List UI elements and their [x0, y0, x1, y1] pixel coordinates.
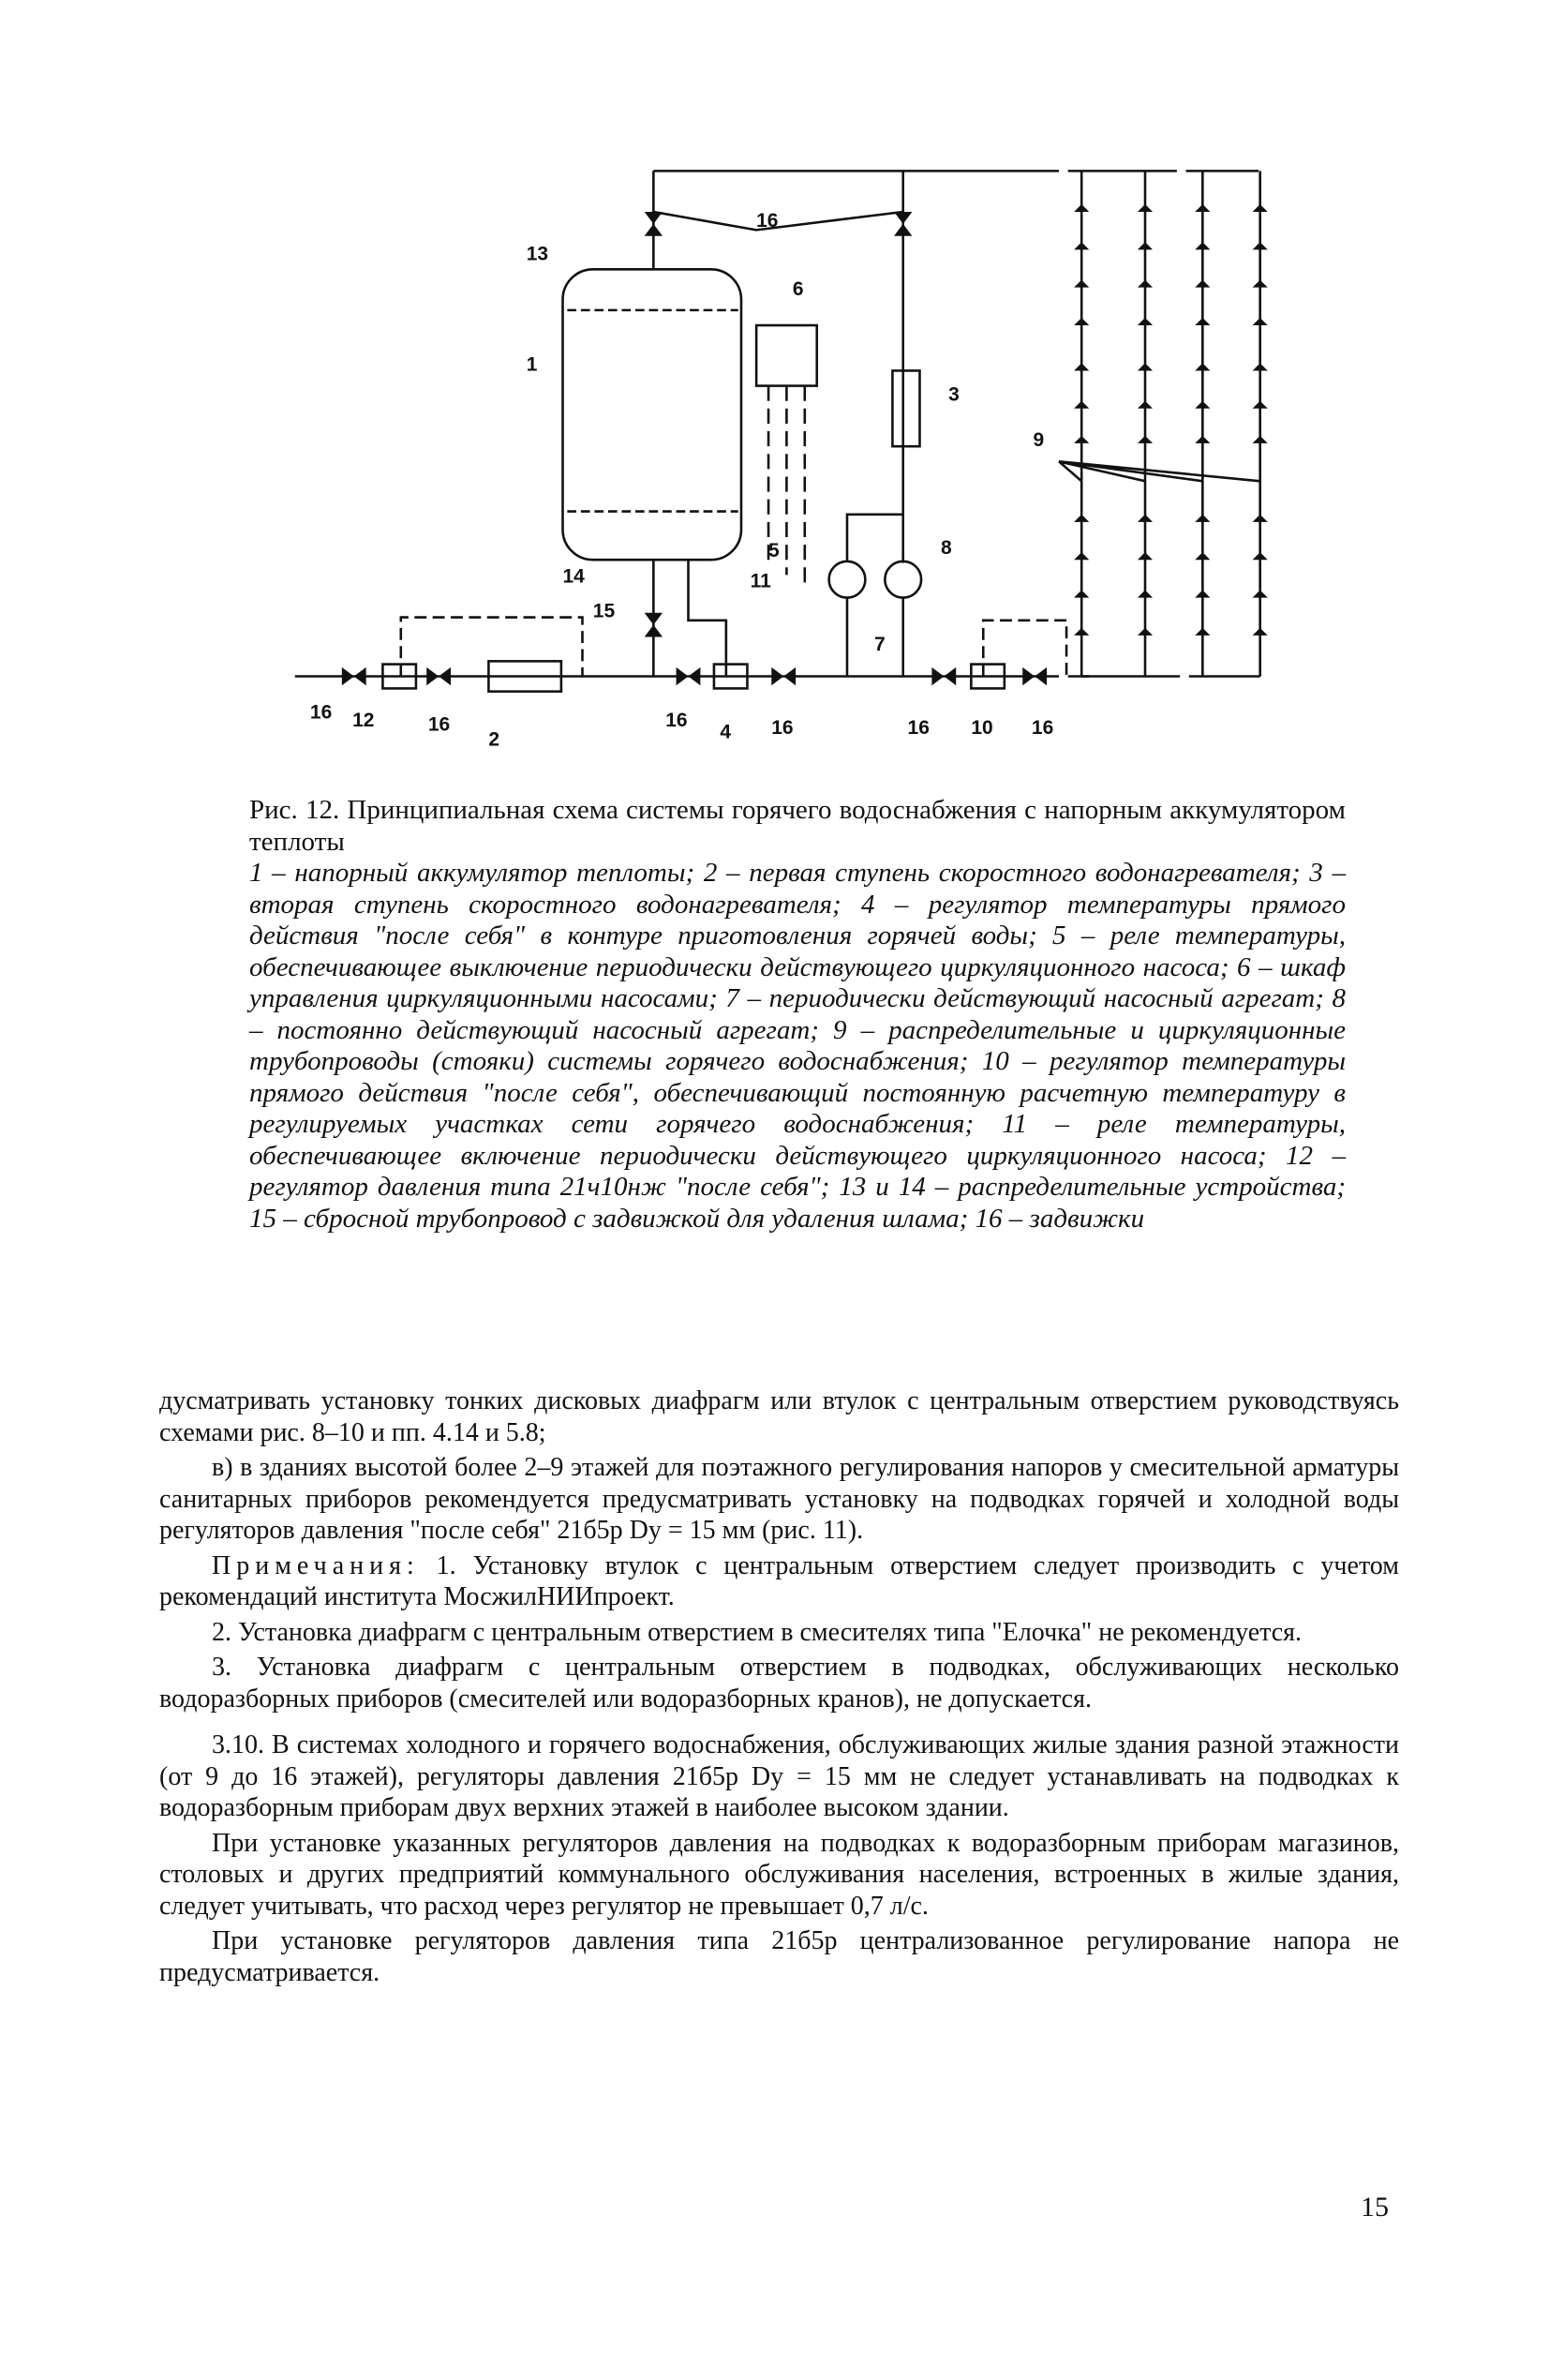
risers	[1081, 171, 1259, 676]
label-15: 15	[592, 600, 616, 622]
notes-label: Примечания:	[212, 1550, 420, 1580]
label-12: 12	[352, 709, 375, 731]
caption-legend: 1 – напорный аккумулятор теплоты; 2 – первая ступень скоростного водонагревателя; 3 – вторая ступень скоростного водонагревателя; 4 – регулятор температуры прямого действия "после себя" в контуре приготовления горячей воды; 5 – реле температуры, обеспечивающее выключение периодически действующего циркуляционного насоса; 6 – шкаф управления циркуляционными насосами; 7 – периодически действующий насосный агрегат; 8 – постоянно действующий насосный агрегат; 9 – распределительные и циркуляционные трубопроводы (стояки) системы горячего водоснабжения; 10 – регулятор температуры прямого действия "после себя", обеспечивающий постоянную расчетную температуру в регулируемых участках сети горячего водоснабжения; 11 – реле температуры, обеспечивающее включение периодически действующего циркуляционного насоса; 12 – регулятор давления типа 21ч10нж "после себя"; 13 и 14 – распределительные устройства; 15 – сбросной трубопровод с задвижкой для удаления шлама; 16 – задвижки	[249, 858, 1346, 1234]
figure-caption	[249, 795, 1346, 1235]
note-1	[159, 1550, 1399, 1613]
paragraph: При установке регуляторов давления типа 21б5р централизованное регулирование напора не предусматривается.	[159, 1926, 1399, 1987]
label-8: 8	[941, 536, 952, 559]
label-2: 2	[488, 728, 500, 751]
label-4: 4	[720, 721, 732, 743]
label-16: 16	[771, 716, 794, 739]
label-14: 14	[562, 565, 585, 588]
label-16: 16	[665, 709, 688, 731]
page-number: 15	[1361, 2192, 1389, 2223]
second-stage-heater	[892, 370, 919, 446]
note-3: 3. Установка диафрагм с центральным отверстием в подводках, обслуживающих несколько водоразборных приборов (смесителей или водоразборных кранов), не допускается.	[159, 1653, 1399, 1714]
body-text	[159, 1385, 1399, 1992]
label-16-top: 16	[756, 210, 779, 232]
label-5: 5	[768, 539, 780, 561]
section-3-10: 3.10. В системах холодного и горячего водоснабжения, обслуживающих жилые здания разной этажности (от 9 до 16 этажей), регуляторы давления 21б5р Dy = 15 мм не следует устанавливать на подводках к водоразборным приборам двух верхних этажей в наиболее высоком здании.	[159, 1730, 1399, 1822]
accumulator-tank	[563, 269, 741, 560]
label-13: 13	[526, 243, 549, 265]
label-16: 16	[427, 713, 451, 736]
label-6: 6	[792, 277, 804, 300]
label-16: 16	[1031, 716, 1054, 739]
note-2: 2. Установка диафрагм с центральным отверстием в смесителях типа "Елочка" не рекомендуется.	[212, 1617, 1303, 1647]
label-3: 3	[948, 383, 960, 406]
paragraph: При установке указанных регуляторов давления на подводках к водоразборным приборам магазинов, столовых и других предприятий коммунального обслуживания населения, встроенных в жилые здания, следует учитывать, что расход через регулятор не превышает 0,7 л/с.	[159, 1828, 1399, 1921]
paragraph: в) в зданиях высотой более 2–9 этажей для поэтажного регулирования напоров у смесительной арматуры санитарных приборов рекомендуется предусматривать установку на подводках горячей и холодной воды регуляторов давления "после себя" 21б5р Dy = 15 мм (рис. 11).	[159, 1453, 1399, 1545]
label-7: 7	[874, 634, 886, 656]
label-16: 16	[309, 701, 333, 724]
label-16: 16	[907, 716, 930, 739]
caption-title: Рис. 12. Принципиальная схема системы горячего водоснабжения с напорным аккумулятором теплоты	[249, 795, 1346, 857]
pump-7	[829, 561, 866, 598]
label-1: 1	[526, 353, 538, 376]
label-9: 9	[1033, 429, 1045, 452]
control-cabinet	[756, 325, 817, 386]
note-1-text: 1. Установку втулок с центральным отверстием следует производить с учетом рекомендаций института МосжилНИИпроект.	[159, 1550, 1399, 1611]
pump-8	[885, 561, 921, 598]
label-10: 10	[971, 716, 993, 739]
paragraph: дусматривать установку тонких дисковых диафрагм или втулок с центральным отверстием руководствуясь схемами рис. 8–10 и пп. 4.14 и 5.8;	[159, 1386, 1399, 1447]
label-11: 11	[750, 570, 771, 592]
